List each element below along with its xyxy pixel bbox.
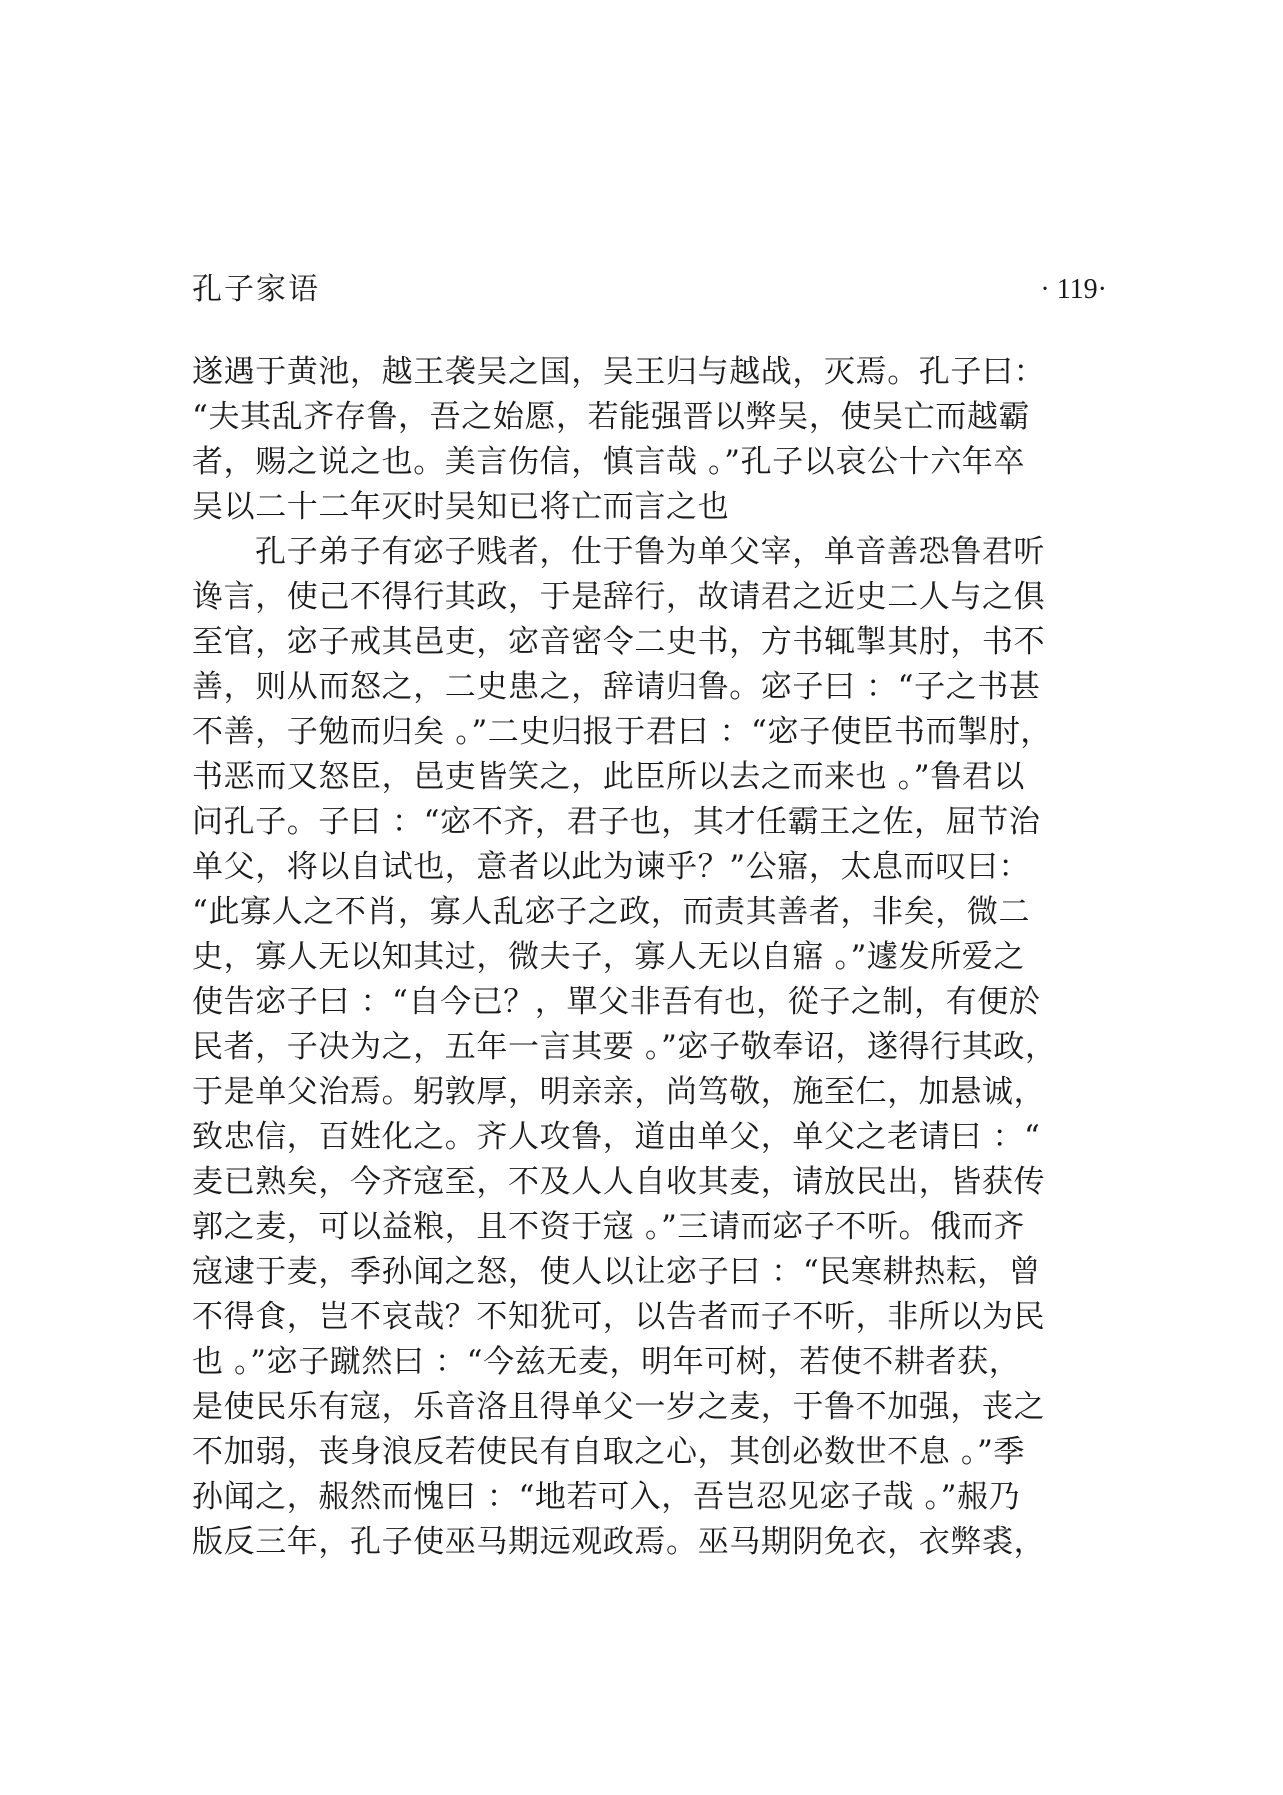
text-line: 史，寡人无以知其过，微夫子，寡人无以自寤 。”遽发所爱之 xyxy=(192,939,1025,975)
text-line: 使告宓子曰 ：“自今已？，單父非吾有也，從子之制，有便於 xyxy=(192,984,1041,1020)
text-line: 也 。”宓子蹴然曰 ：“今兹无麦，明年可树，若使不耕者获， xyxy=(192,1344,1021,1380)
paragraph-first-line: 孔子弟子有宓子贱者，仕于鲁为单父宰，单音善恐鲁君听 xyxy=(255,534,1045,570)
body-text xyxy=(192,350,1092,1565)
text-line: 于是单父治焉。躬敦厚，明亲亲，尚笃敬，施至仁，加悬诚， xyxy=(192,1074,1046,1110)
text-line: “夫其乱齐存鲁，吾之始愿，若能强晋以弊吴，使吴亡而越霸 xyxy=(192,399,1031,435)
text-line: 是使民乐有寇，乐音洛且得单父一岁之麦，于鲁不加强，丧之 xyxy=(192,1389,1046,1425)
text-line: 遂遇于黄池，越王袭吴之国，吴王归与越战，灭焉。孔子曰： xyxy=(192,354,1046,390)
text-line: 孙闻之，赧然而愧曰 ：“地若可入，吾岂忍见宓子哉 。”赧乃 xyxy=(192,1479,1021,1515)
text-line: 麦已熟矣，今齐寇至，不及人人自收其麦，请放民出，皆获传 xyxy=(192,1164,1046,1200)
text-line: 致忠信，百姓化之。齐人攻鲁，道由单父，单父之老请曰 ：“ xyxy=(192,1119,1041,1155)
text-line: 吴以二十二年灭时吴知已将亡而言之也 xyxy=(192,489,730,525)
text-line: 问孔子。子曰 ：“宓不齐，君子也，其才任霸王之佐，屈节治 xyxy=(192,804,1041,840)
text-line: 不加弱，丧身浪反若使民有自取之心，其创必数世不息 。”季 xyxy=(192,1434,1025,1470)
text-line: 至官，宓子戒其邑吏，宓音密令二史书，方书辄掣其肘，书不 xyxy=(192,624,1046,660)
text-line: 不得食，岂不哀哉？不知犹可，以告者而子不听，非所以为民 xyxy=(192,1299,1046,1335)
text-line: 单父，将以自试也，意者以此为谏乎？”公寤，太息而叹曰： xyxy=(192,849,1031,885)
text-line: 谗言，使己不得行其政，于是辞行，故请君之近史二人与之俱 xyxy=(192,579,1046,615)
page-number: · 119· xyxy=(1040,274,1107,305)
text-line: “此寡人之不肖，寡人乱宓子之政，而责其善者，非矣，微二 xyxy=(192,894,1031,930)
text-line: 者，赐之说之也。美言伤信，慎言哉 。”孔子以哀公十六年卒 xyxy=(192,444,1025,480)
text-line: 善，则从而怒之，二史患之，辞请归鲁。宓子曰 ：“子之书甚 xyxy=(192,669,1041,705)
text-line: 寇逮于麦，季孙闻之怒，使人以让宓子曰 ：“民寒耕热耘，曾 xyxy=(192,1254,1041,1290)
book-title: 孔子家语 xyxy=(192,272,320,307)
text-line: 郭之麦，可以益粮，且不资于寇 。”三请而宓子不听。俄而齐 xyxy=(192,1209,1025,1245)
text-line: 民者，子决为之，五年一言其要 。”宓子敬奉诏，遂得行其政， xyxy=(192,1029,1057,1065)
text-line: 不善，子勉而归矣 。”二史归报于君曰 ：“宓子使臣书而掣肘， xyxy=(192,714,1052,750)
running-header xyxy=(192,270,1107,310)
text-line: 书恶而又怒臣，邑吏皆笑之，此臣所以去之而来也 。”鲁君以 xyxy=(192,759,1025,795)
text-line: 版反三年，孔子使巫马期远观政焉。巫马期阴免衣，衣弊裘， xyxy=(192,1524,1046,1560)
